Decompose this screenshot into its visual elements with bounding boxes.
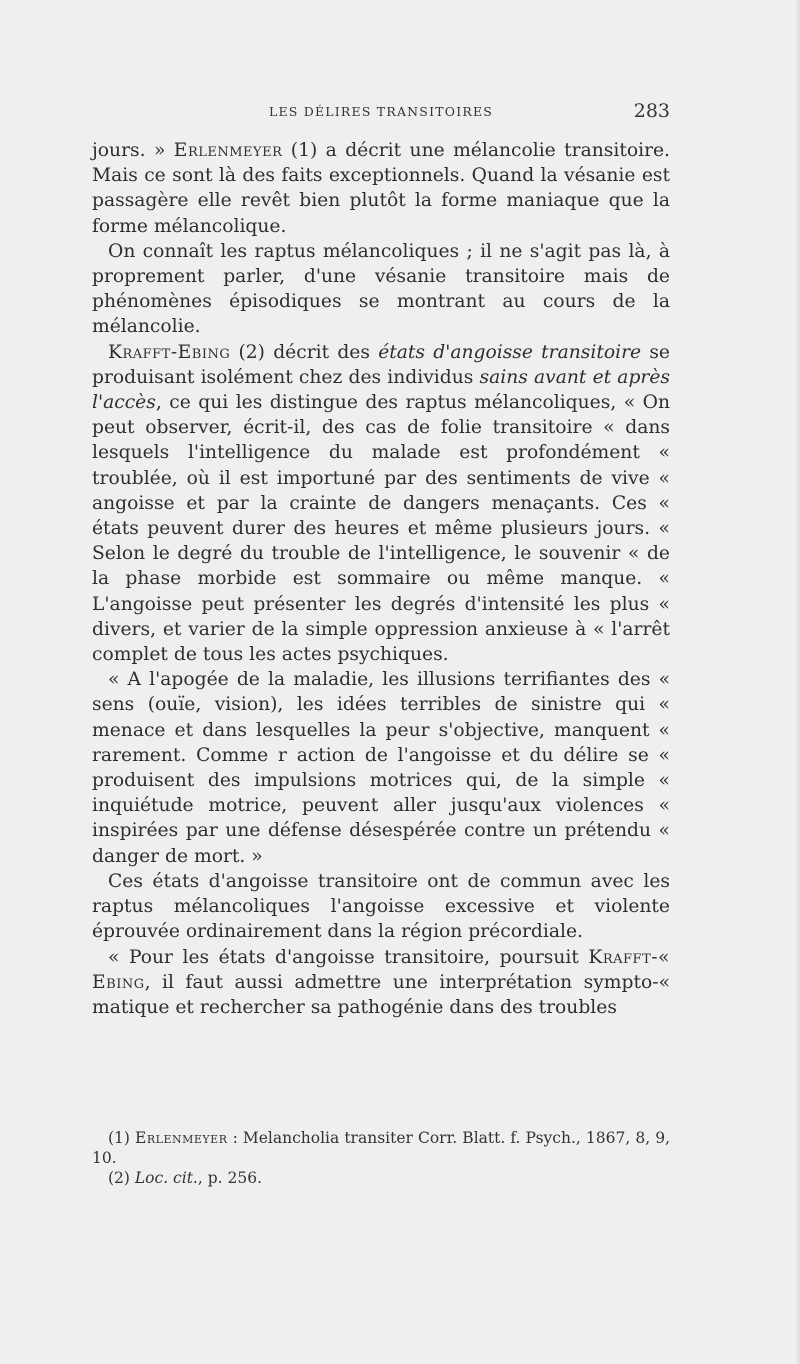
footnote-1-mark: (1) <box>108 1129 136 1147</box>
paragraph-3-part-a: (2) décrit des <box>230 341 379 363</box>
paragraph-6 <box>92 945 670 1021</box>
footnote-2 <box>92 1168 670 1188</box>
paragraph-6-rest: , il faut aussi admettre une interprétation sympto-« matique et rechercher sa pathogénie dans des troubles <box>92 971 670 1018</box>
author-name-erlenmeyer: Erlenmeyer <box>173 140 283 161</box>
running-header <box>92 100 670 124</box>
footnote-1 <box>92 1128 670 1168</box>
body-text <box>92 138 670 1020</box>
italic-sains-avant-apres: sains avant et après l'accès <box>92 366 670 414</box>
page-edge-shadow <box>794 0 800 1364</box>
paragraph-4: « A l'apogée de la maladie, les illusions terrifiantes des « sens (ouïe, vision), les idées terribles de sinistre qui « menace et dans lesquelles la peur s'objective, manquent « rarement. Comme r action de l'angoisse et du délire se « produisent des impulsions motrices qui, de la simple « inquiétude motrice, peuvent aller jusqu'aux violences « inspirées par une défense désespérée contre un prétendu « danger de mort. » <box>92 669 670 867</box>
paragraph-3-part-c: , ce qui les distingue des raptus mélancoliques, « On peut observer, écrit-il, des cas de folie transitoire « dans lesquels l'intelligence du malade est profondément « troublée, où il est importuné par des sentiments de vive « angoisse et par la crainte de dangers menaçants. Ces « états peuvent durer des heures et même plusieurs jours. « Selon le degré du trouble de l'intelligence, le souvenir « de la phase morbide est sommaire ou même manque. « L'angoisse peut présenter les degrés d'intensité les plus « divers, et varier de la simple oppression anxieuse à « l'arrêt complet de tous les actes psychiques. <box>92 392 670 666</box>
running-title: LES DÉLIRES TRANSITOIRES <box>268 104 494 119</box>
footnote-1-text: : Melancholia transiter Corr. Blatt. f. Psych., 1867, 8, 9, 10. <box>92 1129 670 1167</box>
paragraph-3-part-b: se produisant isolément chez des individus <box>92 341 670 388</box>
paragraph-1-rest: (1) a décrit une mélancolie transitoire. Mais ce sont là des faits exceptionnels. Quand la vésanie est passagère elle revêt bien plutôt la forme maniaque que la forme mélancolique. <box>92 140 671 237</box>
paragraph-6-start: « Pour les états d'angoisse transitoire, poursuit <box>108 946 589 968</box>
page-number: 283 <box>633 100 670 122</box>
author-name-krafft-ebing-2: Krafft-« Ebing <box>92 946 670 993</box>
footnotes <box>92 1128 670 1188</box>
author-name-krafft-ebing: Krafft-Ebing <box>108 341 231 363</box>
paragraph-3 <box>92 340 670 668</box>
footnote-1-author: Erlenmeyer <box>135 1129 228 1147</box>
footnote-2-mark: (2) <box>108 1169 135 1187</box>
footnote-2-text: , p. 256. <box>197 1169 263 1187</box>
italic-etats-angoisse: états d'angoisse transitoire <box>378 341 642 363</box>
paragraph-2: On connaît les raptus mélancoliques ; il ne s'agit pas là, à proprement parler, d'une vésanie transitoire mais de phénomènes épisodiques se montrant au cours de la mélancolie. <box>92 240 670 338</box>
paragraph-5: Ces états d'angoisse transitoire ont de commun avec les raptus mélancoliques l'angoisse excessive et violente éprouvée ordinairement dans la région précordiale. <box>92 870 670 943</box>
paragraph-1-start: jours. » <box>92 140 174 161</box>
footnote-2-loc-cit: Loc. cit. <box>134 1169 198 1187</box>
paragraph-1 <box>92 138 670 239</box>
